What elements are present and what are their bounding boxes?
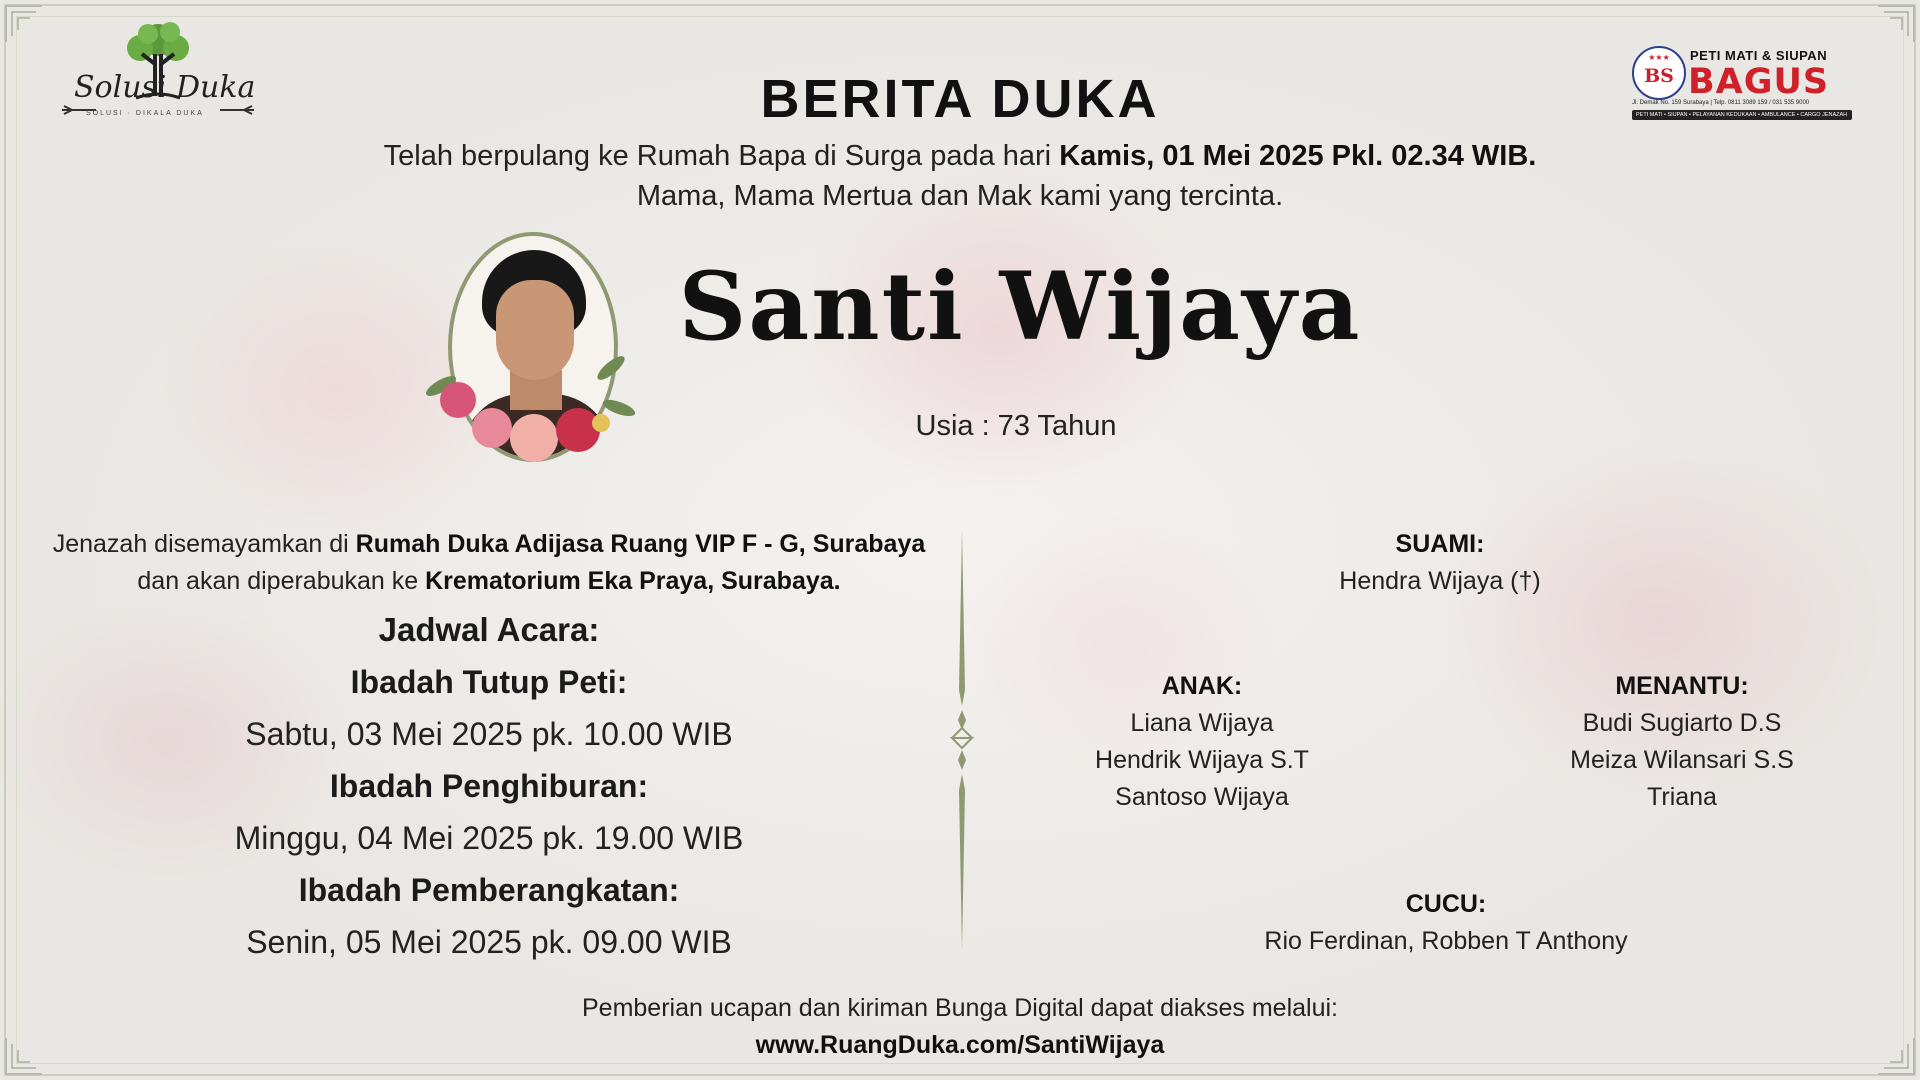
deceased-age: Usia : 73 Tahun <box>915 410 1117 442</box>
bagus-services-bar: PETI MATI • SIUPAN • PELAYANAN KEDUKAAN • AMBULANCE • CARGO JENAZAH <box>1632 110 1852 120</box>
family-grandchildren <box>1146 886 1746 960</box>
footer-text: Pemberian ucapan dan kiriman Bunga Digital dapat diakses melalui: <box>582 994 1338 1022</box>
spouse-heading: SUAMI: <box>1395 530 1485 558</box>
flower-icon <box>440 382 476 418</box>
intro-text: Telah berpulang ke Rumah Bapa di Surga pada hari <box>383 140 1060 172</box>
event-title: Ibadah Penghiburan: <box>329 768 649 804</box>
grandchildren-names: Rio Ferdinan, Robben T Anthony <box>1264 927 1628 955</box>
funeral-details <box>0 526 978 964</box>
logo-script-left: Solusi <box>74 70 167 105</box>
intro-datetime: Kamis, 01 Mei 2025 Pkl. 02.34 WIB. <box>1059 140 1537 172</box>
ornamental-divider-icon <box>944 530 980 950</box>
location-text: Jenazah disemayamkan di <box>52 530 356 558</box>
deceased-name: Santi Wijaya <box>678 252 1362 362</box>
memorial-link[interactable]: www.RuangDuka.com/SantiWijaya <box>755 1031 1165 1059</box>
event-time: Minggu, 04 Mei 2025 pk. 19.00 WIB <box>234 820 744 856</box>
flower-icon <box>472 408 512 448</box>
event-title: Ibadah Pemberangkatan: <box>298 872 680 908</box>
children-heading: ANAK: <box>1161 672 1243 700</box>
in-law-name: Triana <box>1647 783 1717 811</box>
corner-ornament-icon <box>2 2 46 46</box>
deceased-portrait <box>444 232 626 472</box>
corner-ornament-icon <box>1874 2 1918 46</box>
logo-script-right: Duka <box>176 70 256 105</box>
flower-icon <box>556 408 600 452</box>
family-spouse <box>1240 526 1640 600</box>
crematorium: Krematorium Eka Praya, Surabaya. <box>425 567 841 595</box>
cremation-text: dan akan diperabukan ke <box>137 567 426 595</box>
in-law-name: Budi Sugiarto D.S <box>1582 709 1782 737</box>
badge-monogram: BS <box>1644 65 1674 87</box>
child-name: Liana Wijaya <box>1130 709 1274 737</box>
portrait-face <box>496 280 574 380</box>
event-time: Senin, 05 Mei 2025 pk. 09.00 WIB <box>246 924 732 960</box>
child-name: Hendrik Wijaya S.T <box>1095 746 1309 774</box>
bagus-address: Jl. Demak No. 159 Surabaya | Telp. 0811 3089 159 / 031 535 9000 <box>1632 100 1810 106</box>
child-name: Santoso Wijaya <box>1115 783 1289 811</box>
intro-line-1 <box>0 136 1920 176</box>
location-line-2 <box>0 563 978 600</box>
funeral-home: Rumah Duka Adijasa Ruang VIP F - G, Surabaya <box>355 530 926 558</box>
announcement-intro <box>0 136 1920 216</box>
grandchildren-heading: CUCU: <box>1405 890 1487 918</box>
flower-icon <box>510 414 558 462</box>
event-title: Ibadah Tutup Peti: <box>350 664 628 700</box>
badge-stars: ★★★ <box>1648 53 1670 62</box>
page-title: BERITA DUKA <box>760 69 1160 129</box>
flower-icon <box>592 414 610 432</box>
location-line-1 <box>0 526 978 563</box>
in-laws-heading: MENANTU: <box>1615 672 1749 700</box>
family-children <box>1002 668 1402 816</box>
intro-line-2: Mama, Mama Mertua dan Mak kami yang tercinta. <box>636 180 1284 212</box>
schedule-heading: Jadwal Acara: <box>378 611 600 648</box>
bagus-heading: PETI MATI & SIUPAN <box>1690 48 1828 63</box>
in-law-name: Meiza Wilansari S.S <box>1570 746 1794 774</box>
family-in-laws <box>1482 668 1882 816</box>
event-time: Sabtu, 03 Mei 2025 pk. 10.00 WIB <box>245 716 733 752</box>
footer <box>0 990 1920 1064</box>
bagus-brand: BAGUS <box>1688 62 1830 102</box>
spouse-name: Hendra Wijaya (†) <box>1339 567 1541 595</box>
funeral-location <box>0 526 978 600</box>
logo-tagline: SOLUSI · DIKALA DUKA <box>86 110 204 117</box>
